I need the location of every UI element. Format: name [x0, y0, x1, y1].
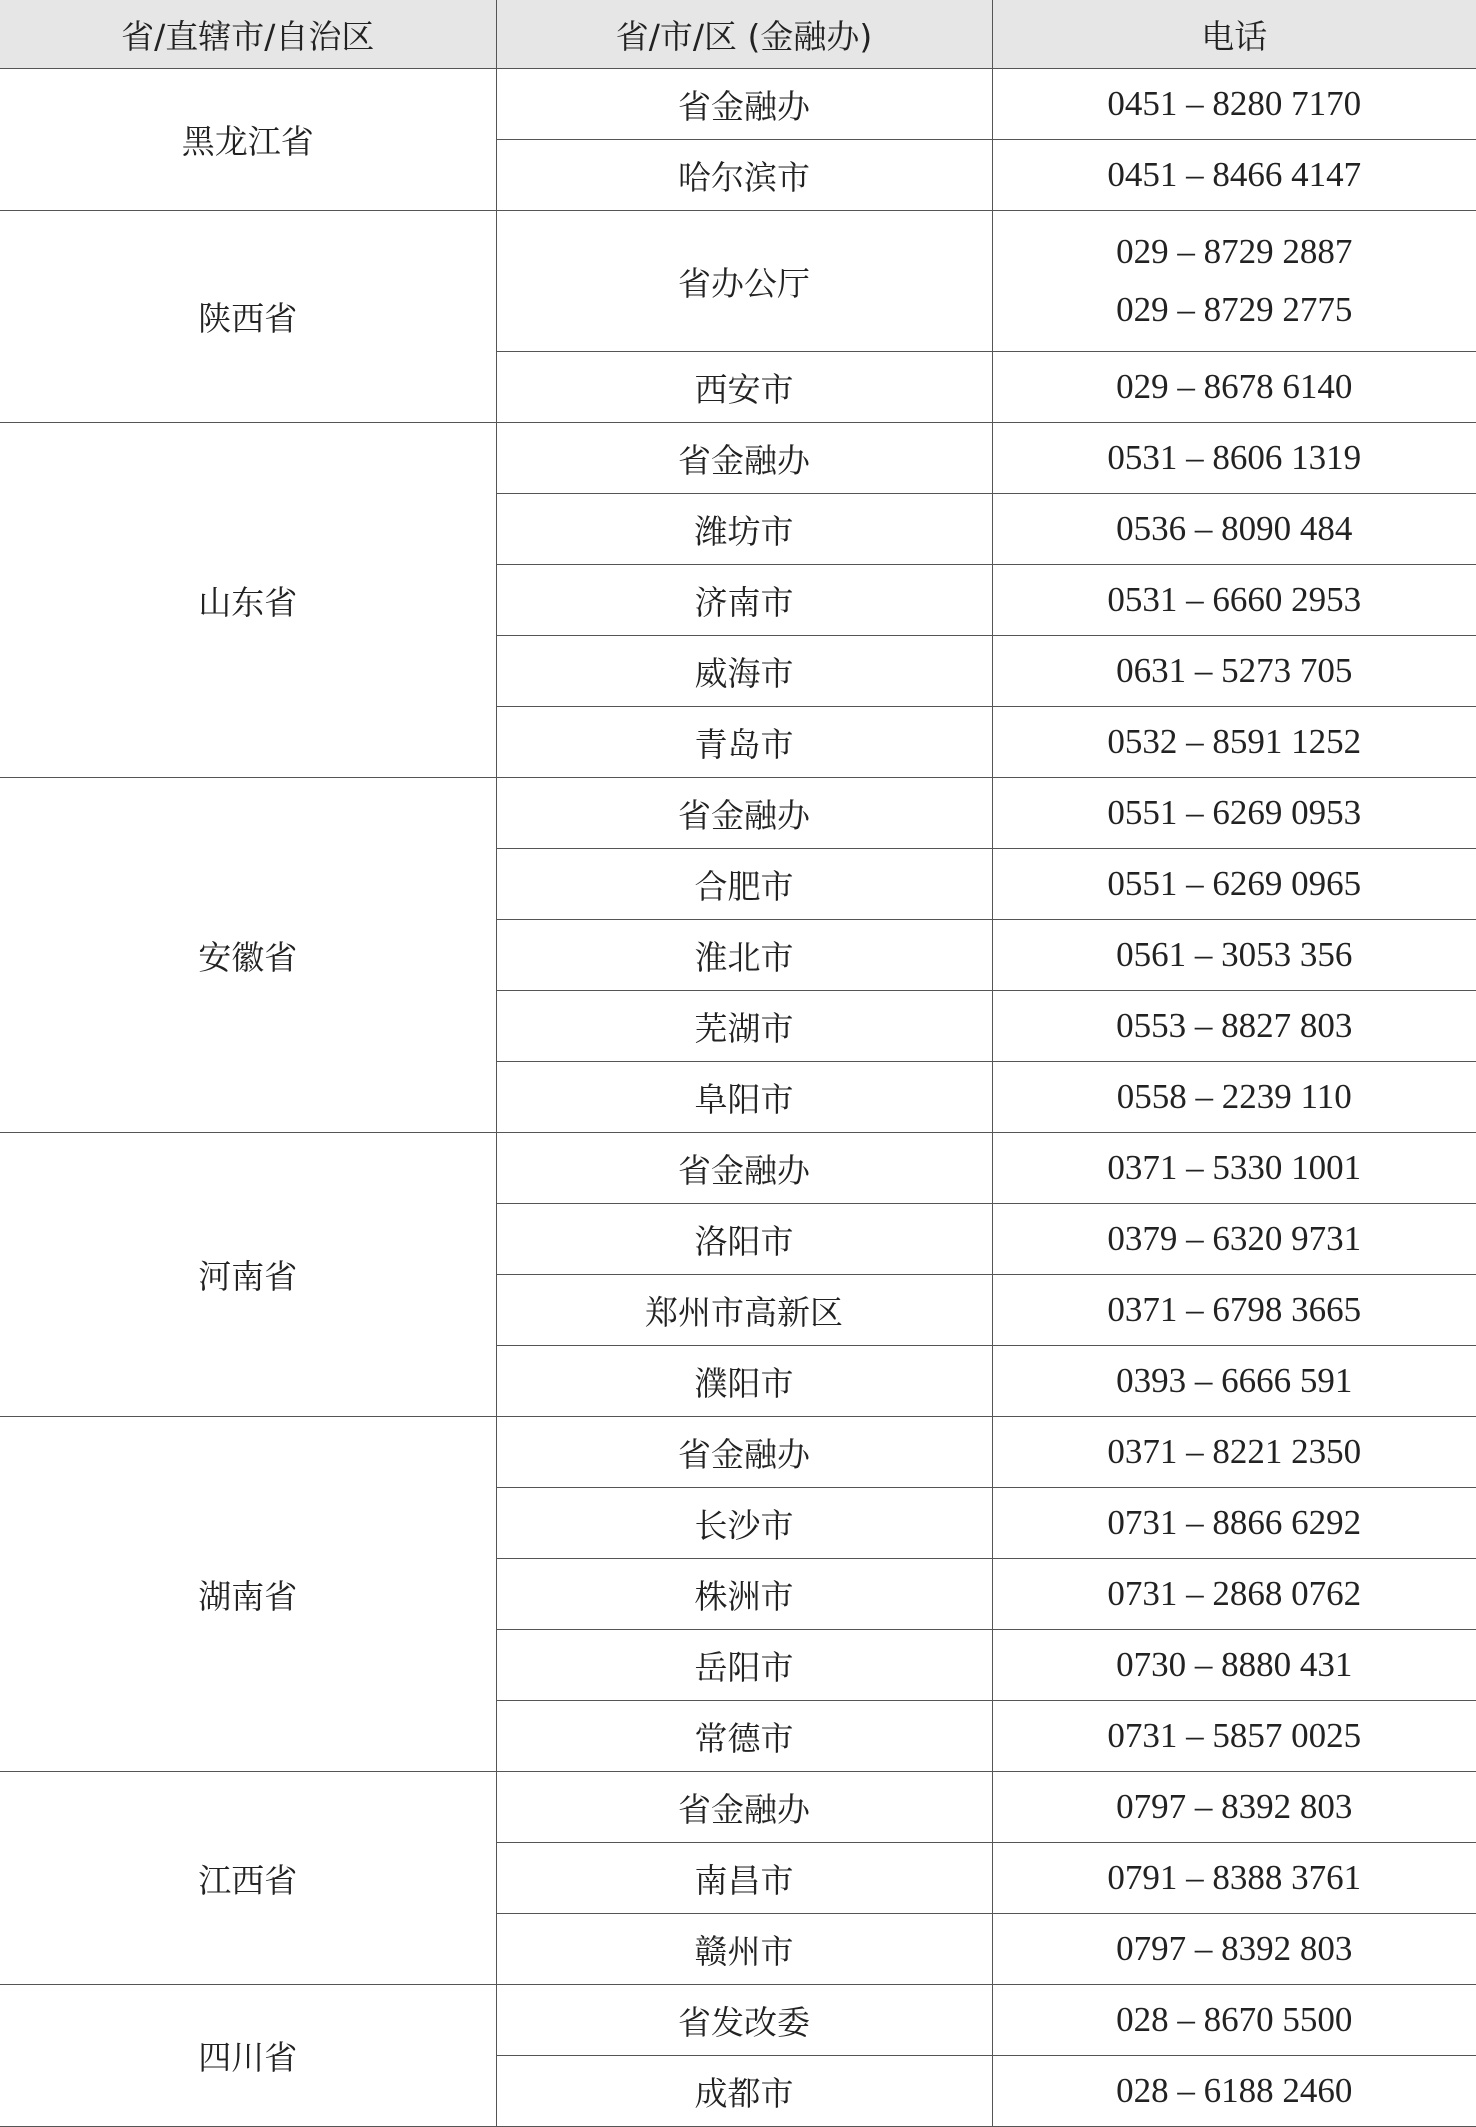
- office-cell: 潍坊市: [496, 494, 992, 565]
- table-row: [0, 1772, 1476, 1843]
- phone-number: 0531 – 8606 1319: [993, 429, 1476, 487]
- phone-cell: [992, 352, 1476, 423]
- phone-cell: [992, 2056, 1476, 2127]
- phone-number: 0631 – 5273 705: [993, 642, 1476, 700]
- table-row: [0, 1133, 1476, 1204]
- phone-number: 029 – 8729 2775: [993, 281, 1476, 339]
- office-cell: 省发改委: [496, 1985, 992, 2056]
- phone-cell: [992, 1559, 1476, 1630]
- office-cell: 省办公厅: [496, 211, 992, 352]
- header-province: 省/直辖市/自治区: [0, 0, 496, 69]
- office-cell: 洛阳市: [496, 1204, 992, 1275]
- office-cell: 郑州市高新区: [496, 1275, 992, 1346]
- header-row: [0, 0, 1476, 69]
- province-cell: 黑龙江省: [0, 69, 496, 211]
- phone-number: 0558 – 2239 110: [993, 1068, 1476, 1126]
- office-cell: 省金融办: [496, 69, 992, 140]
- header-office: 省/市/区 (金融办): [496, 0, 992, 69]
- phone-number: 0451 – 8466 4147: [993, 146, 1476, 204]
- table-row: [0, 69, 1476, 140]
- phone-number: 0731 – 8866 6292: [993, 1494, 1476, 1552]
- phone-cell: [992, 1985, 1476, 2056]
- phone-cell: [992, 1417, 1476, 1488]
- phone-cell: [992, 1488, 1476, 1559]
- province-cell: 河南省: [0, 1133, 496, 1417]
- phone-cell: [992, 991, 1476, 1062]
- office-cell: 岳阳市: [496, 1630, 992, 1701]
- table-row: [0, 778, 1476, 849]
- office-cell: 合肥市: [496, 849, 992, 920]
- office-cell: 青岛市: [496, 707, 992, 778]
- phone-cell: [992, 1346, 1476, 1417]
- phone-number: 0731 – 2868 0762: [993, 1565, 1476, 1623]
- office-cell: 淮北市: [496, 920, 992, 991]
- office-cell: 成都市: [496, 2056, 992, 2127]
- phone-cell: [992, 1701, 1476, 1772]
- phone-cell: [992, 423, 1476, 494]
- province-cell: 四川省: [0, 1985, 496, 2127]
- phone-cell: [992, 1772, 1476, 1843]
- phone-cell: [992, 920, 1476, 991]
- table-body: [0, 69, 1476, 2127]
- phone-number: 0536 – 8090 484: [993, 500, 1476, 558]
- province-cell: 陕西省: [0, 211, 496, 423]
- office-cell: 濮阳市: [496, 1346, 992, 1417]
- phone-number: 0791 – 8388 3761: [993, 1849, 1476, 1907]
- phone-cell: [992, 69, 1476, 140]
- phone-cell: [992, 494, 1476, 565]
- province-cell: 湖南省: [0, 1417, 496, 1772]
- header-phone: 电话: [992, 0, 1476, 69]
- phone-cell: [992, 1275, 1476, 1346]
- table-row: [0, 1417, 1476, 1488]
- office-cell: 赣州市: [496, 1914, 992, 1985]
- table-row: [0, 423, 1476, 494]
- province-cell: 山东省: [0, 423, 496, 778]
- table-row: [0, 211, 1476, 352]
- phone-number: 029 – 8729 2887: [993, 223, 1476, 281]
- table-header: [0, 0, 1476, 69]
- province-cell: 安徽省: [0, 778, 496, 1133]
- office-cell: 省金融办: [496, 423, 992, 494]
- office-cell: 株洲市: [496, 1559, 992, 1630]
- phone-cell: [992, 778, 1476, 849]
- phone-number: 0532 – 8591 1252: [993, 713, 1476, 771]
- phone-cell: [992, 636, 1476, 707]
- phone-cell: [992, 1843, 1476, 1914]
- phone-number: 0730 – 8880 431: [993, 1636, 1476, 1694]
- phone-cell: [992, 1062, 1476, 1133]
- phone-cell: [992, 849, 1476, 920]
- phone-number: 0371 – 8221 2350: [993, 1423, 1476, 1481]
- phone-cell: [992, 707, 1476, 778]
- office-cell: 芜湖市: [496, 991, 992, 1062]
- phone-cell: [992, 211, 1476, 352]
- office-cell: 阜阳市: [496, 1062, 992, 1133]
- phone-cell: [992, 140, 1476, 211]
- phone-number: 028 – 6188 2460: [993, 2062, 1476, 2120]
- phone-number: 029 – 8678 6140: [993, 358, 1476, 416]
- phone-number: 0531 – 6660 2953: [993, 571, 1476, 629]
- phone-number: 0551 – 6269 0953: [993, 784, 1476, 842]
- phone-cell: [992, 1630, 1476, 1701]
- office-cell: 西安市: [496, 352, 992, 423]
- phone-number: 0451 – 8280 7170: [993, 75, 1476, 133]
- phone-number: 0551 – 6269 0965: [993, 855, 1476, 913]
- phone-number: 0731 – 5857 0025: [993, 1707, 1476, 1765]
- office-cell: 省金融办: [496, 1133, 992, 1204]
- office-cell: 威海市: [496, 636, 992, 707]
- office-cell: 长沙市: [496, 1488, 992, 1559]
- phone-number: 0553 – 8827 803: [993, 997, 1476, 1055]
- phone-number: 0393 – 6666 591: [993, 1352, 1476, 1410]
- province-cell: 江西省: [0, 1772, 496, 1985]
- phone-number: 0797 – 8392 803: [993, 1920, 1476, 1978]
- phone-cell: [992, 1133, 1476, 1204]
- phone-cell: [992, 1204, 1476, 1275]
- phone-number: 0371 – 5330 1001: [993, 1139, 1476, 1197]
- phone-number: 028 – 8670 5500: [993, 1991, 1476, 2049]
- office-cell: 省金融办: [496, 1417, 992, 1488]
- phone-number: 0797 – 8392 803: [993, 1778, 1476, 1836]
- office-cell: 哈尔滨市: [496, 140, 992, 211]
- phone-number: 0561 – 3053 356: [993, 926, 1476, 984]
- table-row: [0, 1985, 1476, 2056]
- phone-cell: [992, 565, 1476, 636]
- phone-cell: [992, 1914, 1476, 1985]
- office-cell: 南昌市: [496, 1843, 992, 1914]
- office-cell: 济南市: [496, 565, 992, 636]
- phone-number: 0371 – 6798 3665: [993, 1281, 1476, 1339]
- office-cell: 省金融办: [496, 1772, 992, 1843]
- office-cell: 常德市: [496, 1701, 992, 1772]
- phone-number: 0379 – 6320 9731: [993, 1210, 1476, 1268]
- office-cell: 省金融办: [496, 778, 992, 849]
